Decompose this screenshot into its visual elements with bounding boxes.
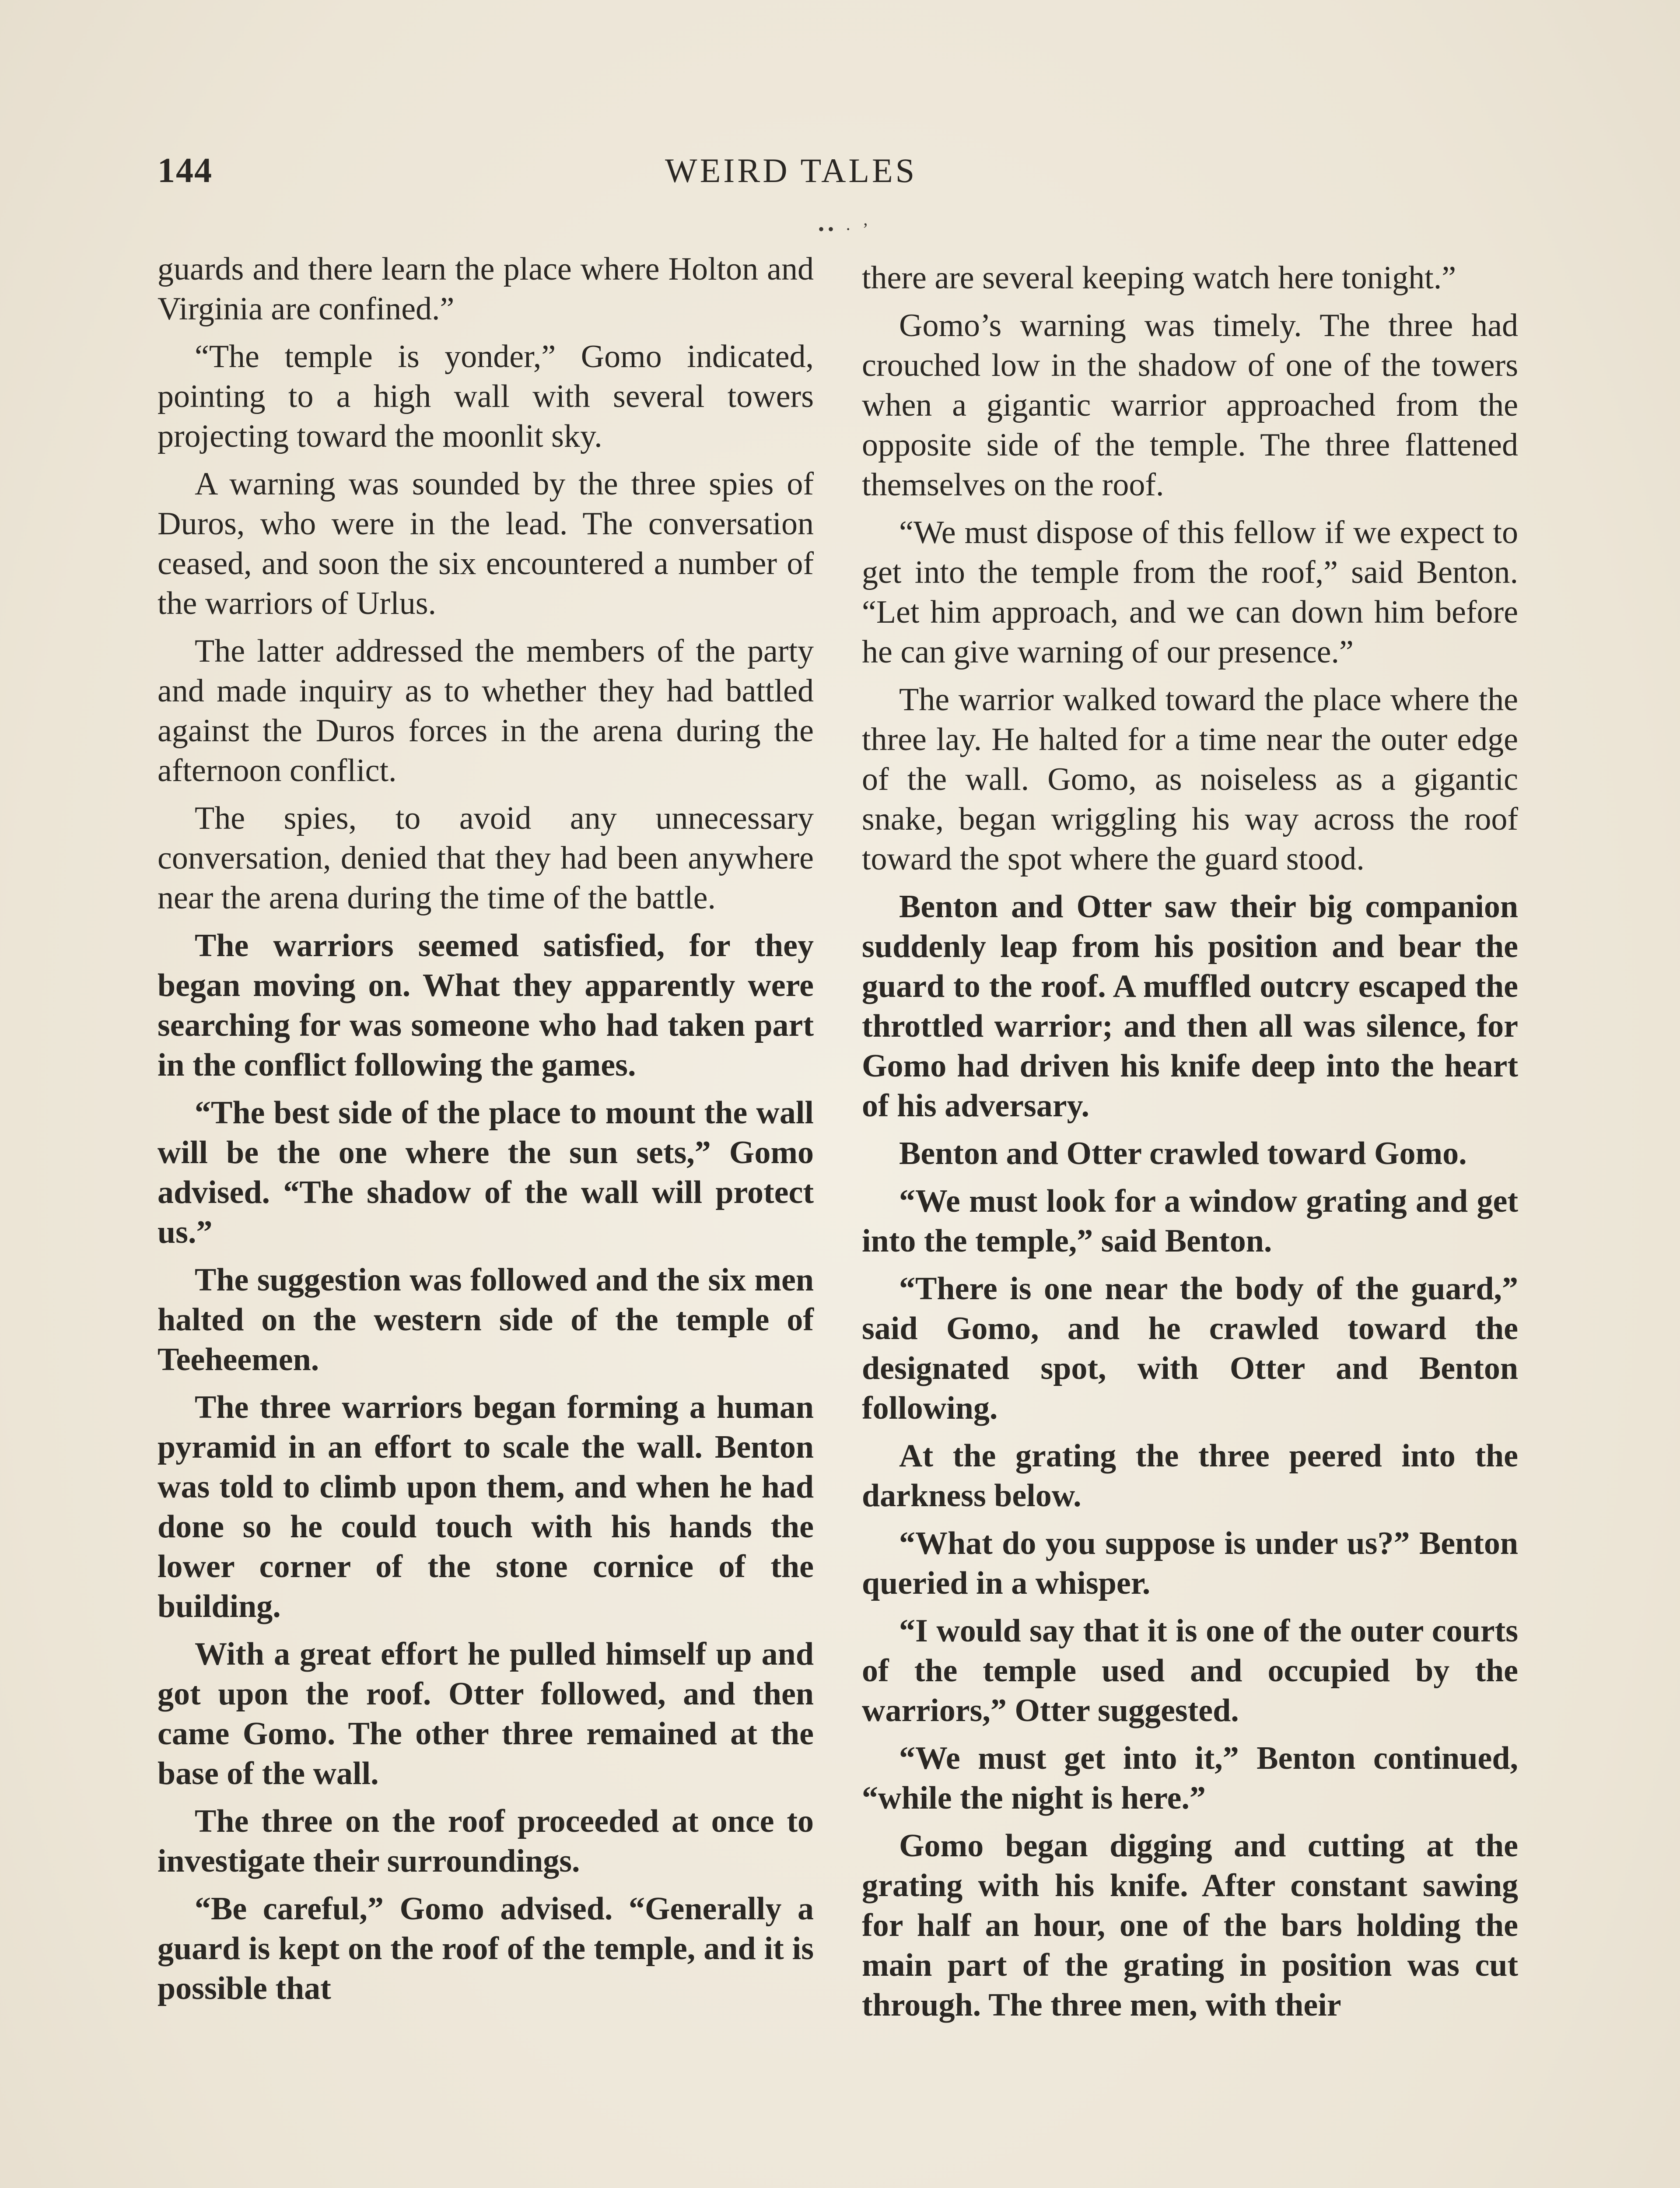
paragraph: At the grating the three peered into the darkness below.	[862, 1438, 1518, 1514]
paragraph: “We must dispose of this fellow if we expect to get into the temple from the roof,” said Benton. “Let him approach, and we can down him before he can give warning of our presence.”	[862, 515, 1518, 670]
page-number: 144	[158, 151, 213, 190]
paragraph: The latter addressed the members of the party and made inquiry as to whether they had battled against the Duros forces in the arena during the afternoon conflict.	[158, 633, 814, 789]
paragraph: Gomo’s warning was timely. The three had crouched low in the shadow of one of the towers when a gigantic warrior approached from the opposite side of the temple. The three flattened themselves on the roof.	[862, 308, 1518, 503]
paragraph: “The temple is yonder,” Gomo indicated, pointing to a high wall with several towers projecting toward the moonlit sky.	[158, 339, 814, 454]
paragraph: “There is one near the body of the guard,” said Gomo, and he crawled toward the designated spot, with Otter and Benton following.	[862, 1271, 1518, 1426]
paragraph: The spies, to avoid any unnecessary conversation, denied that they had been anywhere near the arena during the time of the battle.	[158, 800, 814, 916]
paragraph: The warrior walked toward the place where the three lay. He halted for a time near the outer edge of the wall. Gomo, as noiseless as a gigantic snake, began wriggling his way across the roof toward the spot where the guard stood.	[862, 682, 1518, 877]
paragraph: “Be careful,” Gomo advised. “Generally a guard is kept on the roof of the temple, and it is possible that	[158, 1891, 814, 2006]
paragraph: The suggestion was followed and the six men halted on the western side of the temple of Teeheemen.	[158, 1262, 814, 1378]
page-header	[158, 151, 1522, 203]
paragraph: The three warriors began forming a human pyramid in an effort to scale the wall. Benton was told to climb upon them, and when he had done so he could touch with his hands the lower corner of the stone cornice of the building.	[158, 1389, 814, 1624]
paragraph: The three on the roof proceeded at once to investigate their surroundings.	[158, 1803, 814, 1879]
paragraph: “What do you suppose is under us?” Benton queried in a whisper.	[862, 1525, 1518, 1601]
paragraph: guards and there learn the place where Holton and Virginia are confined.”	[158, 251, 814, 327]
running-title: WEIRD TALES	[665, 151, 917, 189]
paragraph: “The best side of the place to mount the wall will be the one where the sun sets,” Gomo advised. “The shadow of the wall will protect us.”	[158, 1095, 814, 1250]
right-text-column	[862, 258, 1518, 2033]
paragraph: A warning was sounded by the three spies of Duros, who were in the lead. The conversation ceased, and soon the six encountered a number of the warriors of Urlus.	[158, 466, 814, 621]
paragraph: there are several keeping watch here tonight.”	[862, 260, 1456, 296]
header-ornament: •• · ’	[818, 219, 872, 239]
paragraph: Gomo began digging and cutting at the grating with his knife. After constant sawing for half an hour, one of the bars holding the main part of the grating in position was cut through. The three men, with their	[862, 1828, 1518, 2023]
paragraph: “I would say that it is one of the outer courts of the temple used and occupied by the warriors,” Otter suggested.	[862, 1613, 1518, 1729]
paragraph: Benton and Otter crawled toward Gomo.	[899, 1136, 1467, 1171]
paragraph: The warriors seemed satisfied, for they began moving on. What they apparently were searching for was someone who had taken part in the conflict following the games.	[158, 928, 814, 1083]
paragraph: “We must get into it,” Benton continued, “while the night is here.”	[862, 1740, 1518, 1816]
paragraph: “We must look for a window grating and get into the temple,” said Benton.	[862, 1183, 1518, 1259]
paragraph: With a great effort he pulled himself up and got upon the roof. Otter followed, and then came Gomo. The other three remained at the base of the wall.	[158, 1636, 814, 1792]
left-text-column	[158, 249, 814, 2016]
paragraph: Benton and Otter saw their big companion suddenly leap from his position and bear the guard to the roof. A muffled outcry escaped the throttled warrior; and then all was silence, for Gomo had driven his knife deep into the heart of his adversary.	[862, 889, 1518, 1124]
